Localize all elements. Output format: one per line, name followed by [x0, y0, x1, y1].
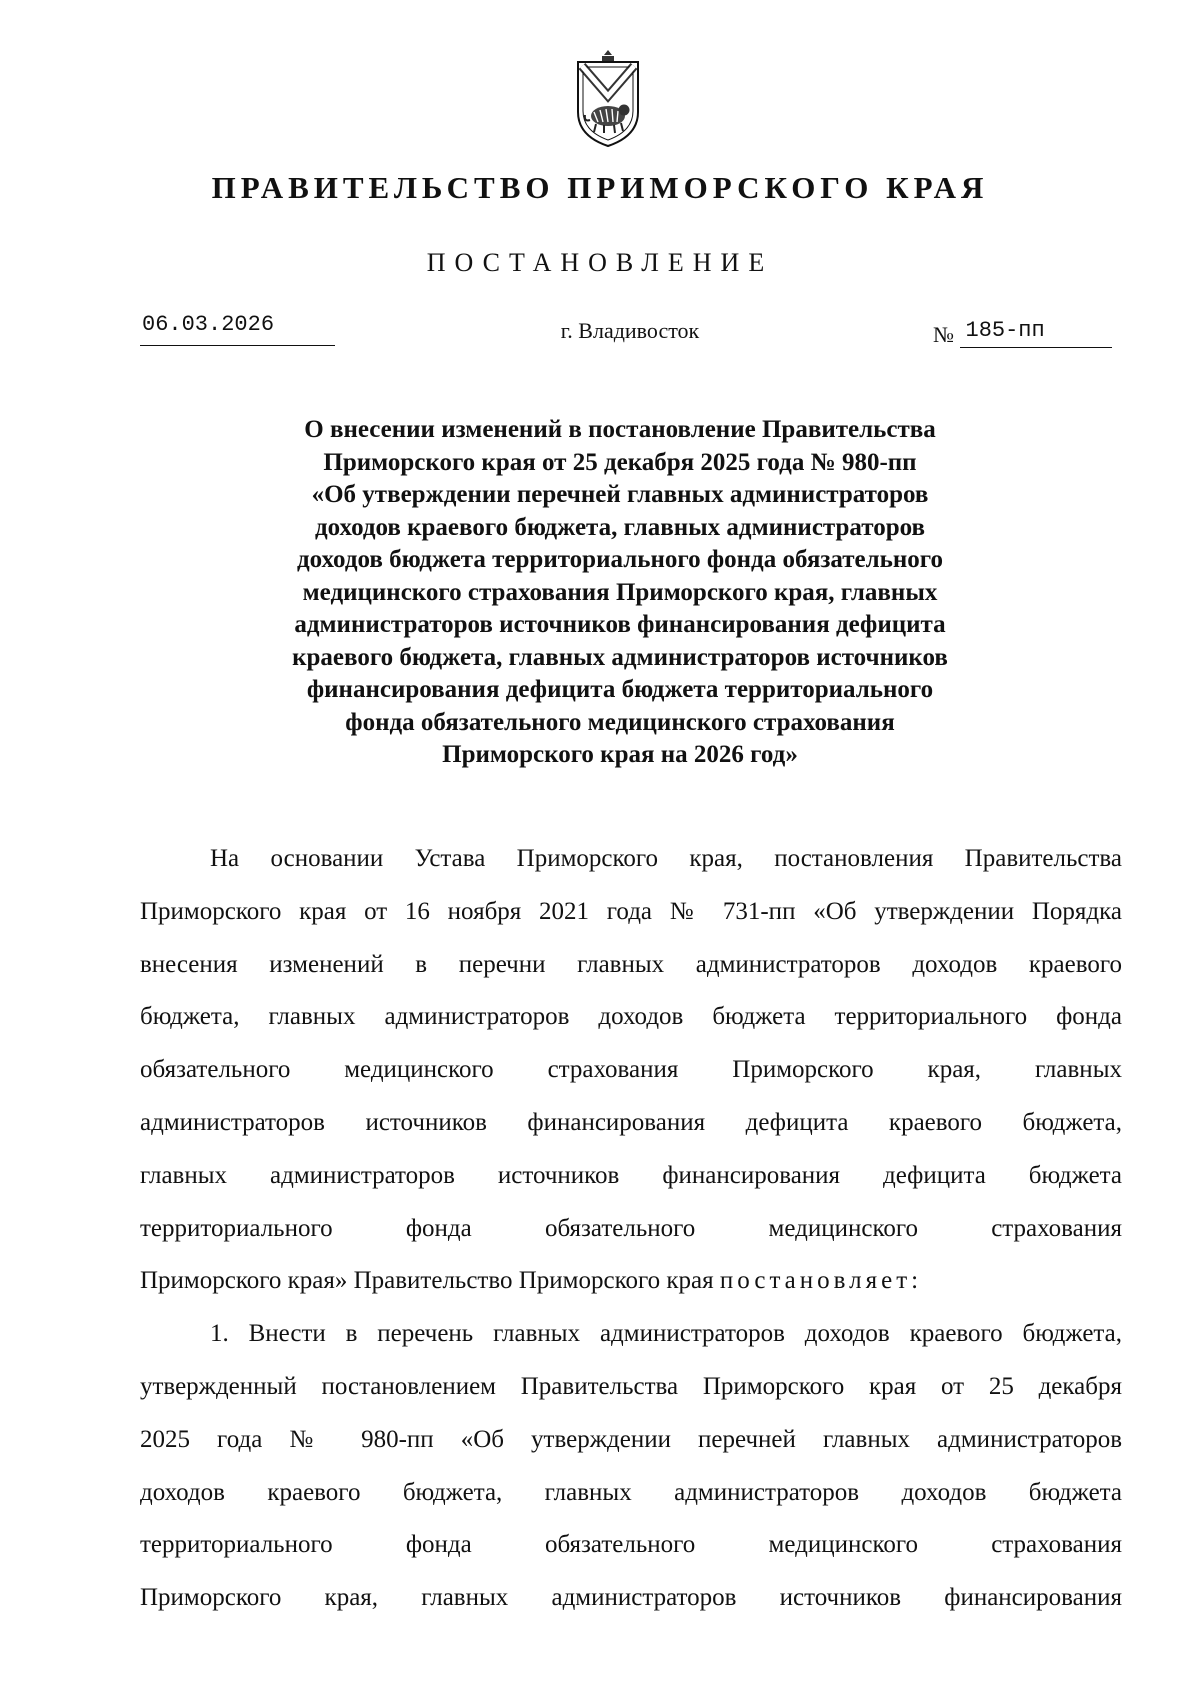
body-line: 2025 года № 980-пп «Об утверждении перечней главных администраторов — [140, 1425, 1122, 1453]
body-line: обязательного медицинского страхования Приморского края, главных — [140, 1056, 1122, 1084]
document-body — [140, 840, 1122, 1632]
number-sign: № — [933, 322, 954, 347]
body-line: Приморского края, главных администраторов источников финансирования — [140, 1584, 1122, 1612]
heading-line: доходов бюджета территориального фонда обязательного — [296, 546, 944, 573]
organization-title: ПРАВИТЕЛЬСТВО ПРИМОРСКОГО КРАЯ — [211, 170, 989, 205]
body-line: внесения изменений в перечни главных администраторов доходов краевого — [140, 950, 1122, 978]
body-line: бюджета, главных администраторов доходов бюджета территориального фонда — [140, 1003, 1122, 1031]
heading-line: «Об утверждении перечней главных администраторов — [311, 481, 929, 508]
coat-of-arms-tiger-icon — [574, 50, 642, 150]
document-date-value: 06.03.2026 — [142, 312, 275, 337]
heading-line: Приморского края от 25 декабря 2025 года № 980-пп — [323, 448, 917, 476]
heading-line: доходов краевого бюджета, главных администраторов — [315, 513, 925, 541]
body-line-text: Приморского края» Правительство Приморского края — [140, 1267, 714, 1295]
body-line: На основании Устава Приморского края, постановления Правительства — [210, 845, 1122, 872]
document-number-value: 185-пп — [960, 318, 1112, 348]
document-type: ПОСТАНОВЛЕНИЕ — [426, 248, 774, 277]
heading-line: медицинского страхования Приморского края, главных — [302, 578, 938, 606]
heading-line: Приморского края на 2026 год» — [442, 741, 798, 768]
body-line: Приморского края от 16 ноября 2021 года № 731-пп «Об утверждении Порядка — [140, 897, 1122, 925]
body-line: утвержденный постановлением Правительства Приморского края от 25 декабря — [140, 1372, 1122, 1400]
heading-line: краевого бюджета, главных администраторов источников — [292, 643, 948, 671]
resolves-word: постановляет: — [719, 1267, 923, 1295]
document-city: г. Владивосток — [560, 318, 700, 343]
document-number — [933, 318, 1112, 348]
body-line: администраторов источников финансирования дефицита краевого бюджета, — [140, 1108, 1122, 1136]
heading-line: фонда обязательного медицинского страхования — [345, 708, 895, 736]
body-line: территориального фонда обязательного медицинского страхования — [140, 1531, 1122, 1559]
body-line: 1. Внести в перечень главных администраторов доходов краевого бюджета, — [210, 1320, 1122, 1348]
body-line: территориального фонда обязательного медицинского страхования — [140, 1214, 1122, 1242]
body-line: главных администраторов источников финансирования дефицита бюджета — [140, 1161, 1122, 1189]
body-line — [140, 1262, 1122, 1315]
heading-line: финансирования дефицита бюджета территориального — [306, 676, 934, 703]
document-date — [140, 312, 335, 346]
heading-line: О внесении изменений в постановление Правительства — [304, 416, 936, 443]
body-line: доходов краевого бюджета, главных администраторов доходов бюджета — [140, 1478, 1122, 1506]
heading-line: администраторов источников финансирования дефицита — [294, 611, 946, 638]
document-heading — [200, 414, 1040, 772]
